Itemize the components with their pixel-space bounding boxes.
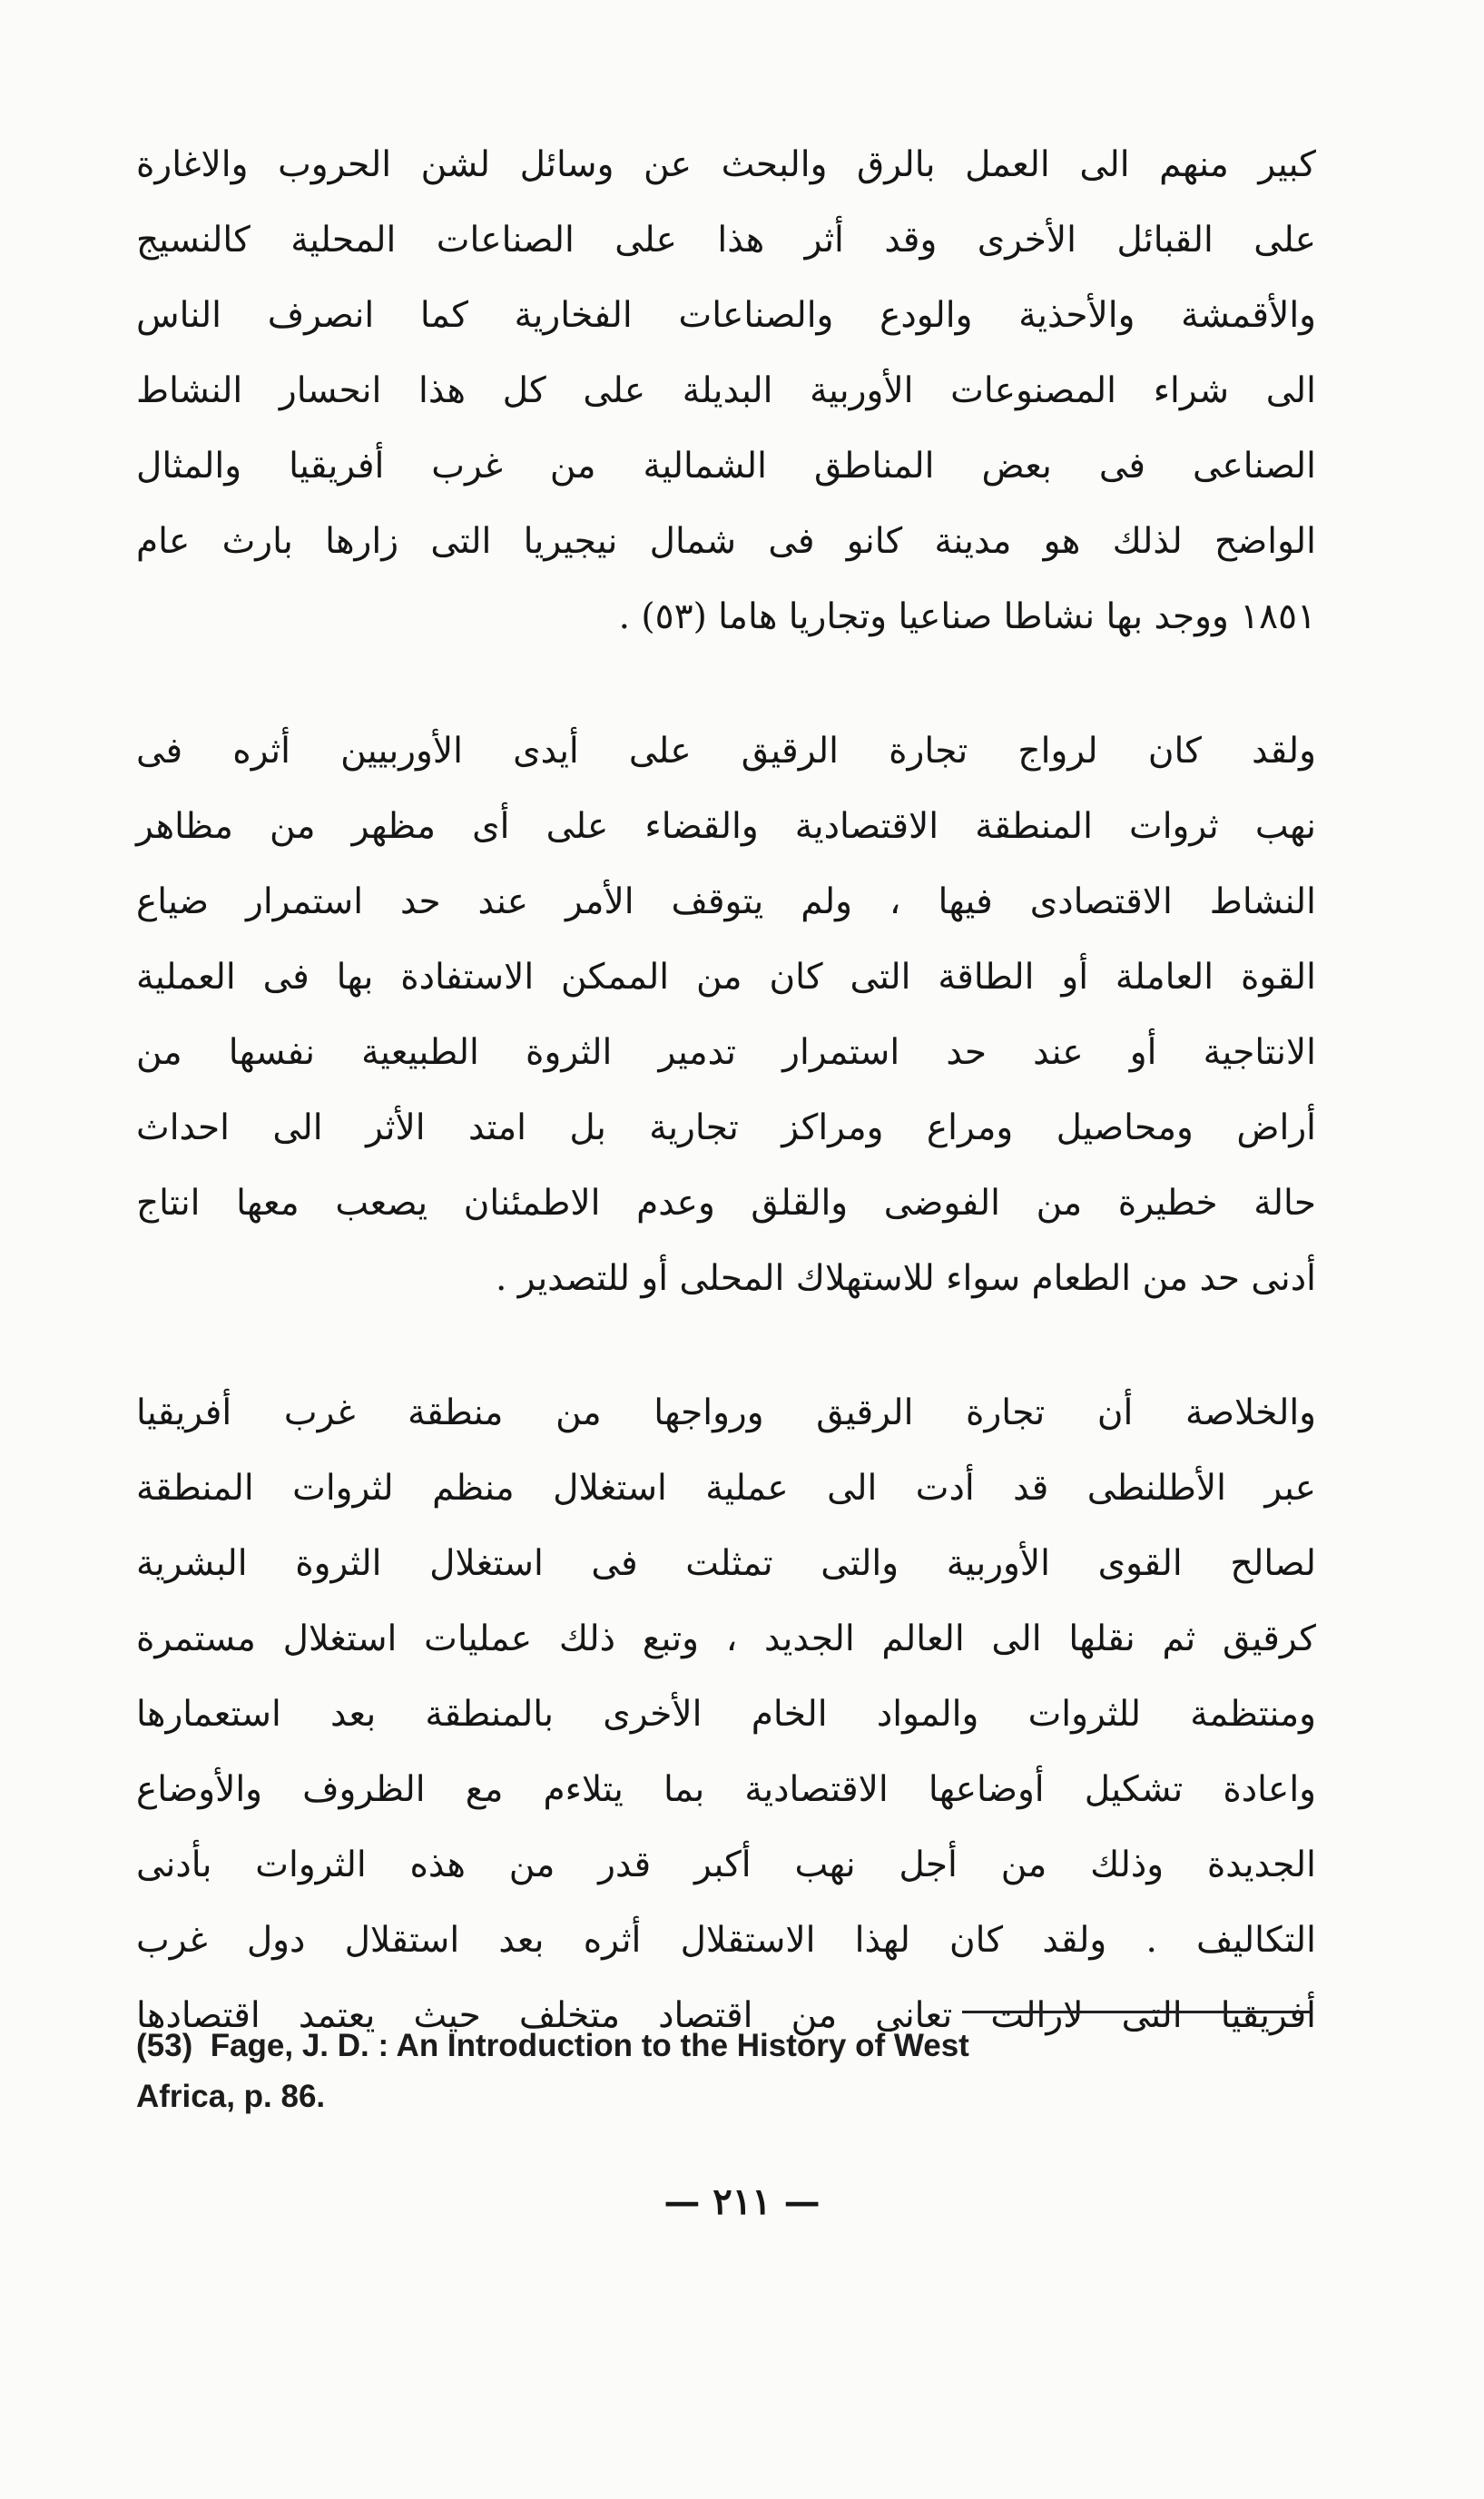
- text-line: كبير منهم الى العمل بالرق والبحث عن وسائل لشن الحروب والاغارة: [136, 144, 1316, 185]
- text-line: التكاليف . ولقد كان لهذا الاستقلال أثره بعد استقلال دول غرب: [136, 1920, 1316, 1961]
- text-line: لصالح القوى الأوربية والتى تمثلت فى استغلال الثروة البشرية: [136, 1543, 1316, 1584]
- page-number: — ٢١١ —: [663, 2180, 821, 2223]
- text-line: أدنى حد من الطعام سواء للاستهلاك المحلى أو للتصدير .: [496, 1258, 1316, 1299]
- text-line: الى شراء المصنوعات الأوربية البديلة على كل هذا انحسار النشاط: [136, 370, 1316, 411]
- text-line: الانتاجية أو عند حد استمرار تدمير الثروة الطبيعية نفسها من: [136, 1032, 1316, 1073]
- body-text: [136, 127, 1316, 2053]
- footnote-line: Africa, p. 86.: [136, 2079, 326, 2114]
- text-line: نهب ثروات المنطقة الاقتصادية والقضاء على أى مظهر من مظاهر: [136, 806, 1316, 847]
- text-line: الجديدة وذلك من أجل نهب أكبر قدر من هذه الثروات بأدنى: [136, 1845, 1316, 1885]
- text-line: والخلاصة أن تجارة الرقيق ورواجها من منطقة غرب أفريقيا: [136, 1392, 1316, 1433]
- text-line: كرقيق ثم نقلها الى العالم الجديد ، وتبع ذلك عمليات استغلال مستمرة: [136, 1618, 1316, 1659]
- text-line: على القبائل الأخرى وقد أثر هذا على الصناعات المحلية كالنسيج: [136, 220, 1316, 261]
- text-line: الصناعى فى بعض المناطق الشمالية من غرب أفريقيا والمثال: [136, 446, 1316, 487]
- footnote-line: (53) Fage, J. D. : An Introduction to the History of West: [136, 2028, 969, 2063]
- text-line: واعادة تشكيل أوضاعها الاقتصادية بما يتلاءم مع الظروف والأوضاع: [136, 1769, 1316, 1810]
- text-line: القوة العاملة أو الطاقة التى كان من الممكن الاستفادة بها فى العملية: [136, 957, 1316, 998]
- paragraph-1: [136, 127, 1316, 654]
- paragraph-3: [136, 1375, 1316, 2053]
- footnote: [136, 2021, 1316, 2122]
- text-line: أفريقيا التى لازالت تعانى من اقتصاد متخلف حيث يعتمد اقتصادها: [136, 1995, 1316, 2036]
- text-line: حالة خطيرة من الفوضى والقلق وعدم الاطمئنان يصعب معها انتاج: [136, 1183, 1316, 1224]
- text-line: الواضح لذلك هو مدينة كانو فى شمال نيجيريا التى زارها بارث عام: [136, 521, 1316, 562]
- paragraph-2: [136, 713, 1316, 1316]
- text-line: النشاط الاقتصادى فيها ، ولم يتوقف الأمر عند حد استمرار ضياع: [136, 881, 1316, 922]
- text-line: والأقمشة والأحذية والودع والصناعات الفخارية كما انصرف الناس: [136, 295, 1316, 336]
- text-line: أراض ومحاصيل ومراع ومراكز تجارية بل امتد الأثر الى احداث: [136, 1107, 1316, 1148]
- text-line: عبر الأطلنطى قد أدت الى عملية استغلال منظم لثروات المنطقة: [136, 1468, 1316, 1509]
- text-line: ولقد كان لرواج تجارة الرقيق على أيدى الأوربيين أثره فى: [136, 731, 1316, 772]
- text-line: ١٨٥١ ووجد بها نشاطا صناعيا وتجاريا هاما (٥٣) .: [618, 596, 1316, 637]
- text-line: ومنتظمة للثروات والمواد الخام الأخرى بالمنطقة بعد استعمارها: [136, 1694, 1316, 1735]
- footnote-separator: [962, 2011, 1312, 2013]
